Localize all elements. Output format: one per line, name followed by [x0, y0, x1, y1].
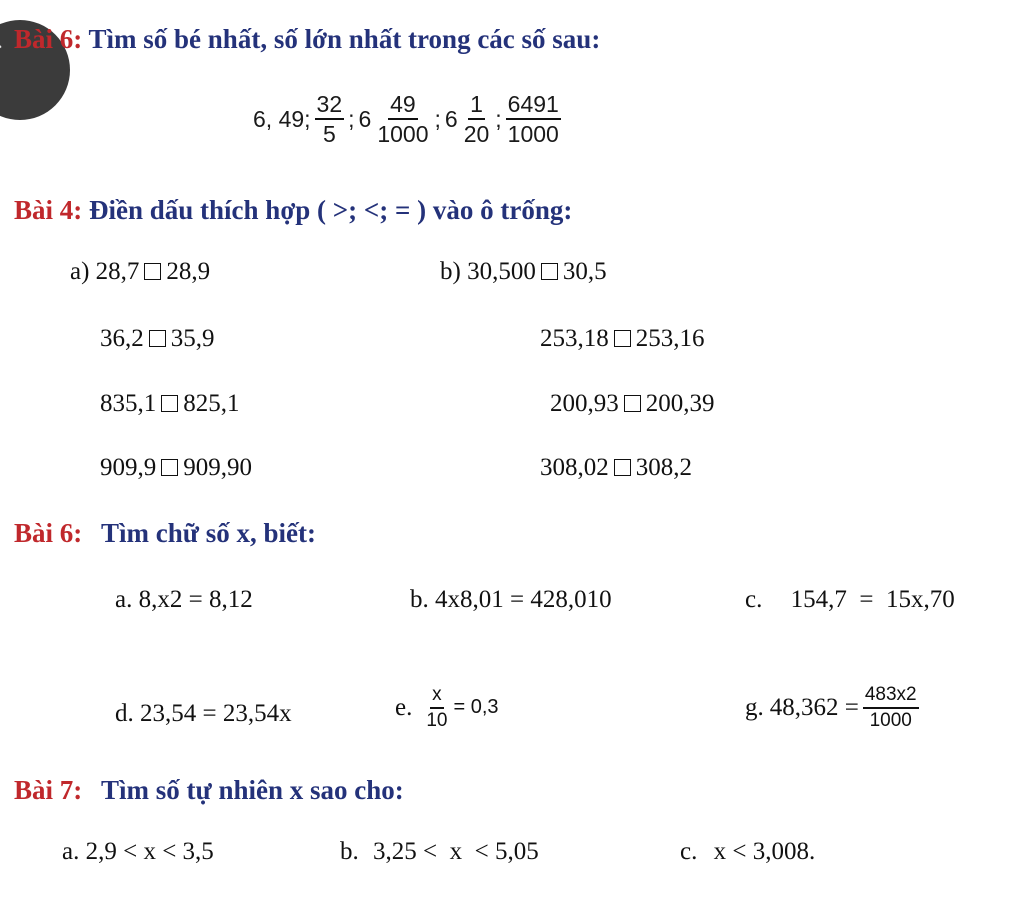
- equation: 154,7 = 15x,70: [790, 586, 955, 613]
- answer-box[interactable]: [614, 330, 631, 347]
- item-prefix: a): [70, 258, 90, 285]
- exercise-6b-heading: [14, 518, 316, 549]
- answer-box[interactable]: [149, 330, 166, 347]
- exercise-text: Tìm số tự nhiên x sao cho:: [101, 775, 404, 805]
- separator: ;: [495, 105, 502, 132]
- value-b: 909,90: [183, 454, 252, 481]
- equation-left: 48,362 =: [769, 693, 859, 721]
- value-b: 28,9: [166, 258, 211, 285]
- find-x-item: [115, 700, 292, 728]
- item-prefix: b): [440, 258, 461, 285]
- item-prefix: g.: [745, 693, 764, 721]
- exercise-text: Điền dấu thích hợp ( >; <; = ) vào ô trống:: [89, 195, 573, 225]
- answer-box[interactable]: [161, 395, 178, 412]
- value-a: 909,9: [100, 454, 157, 481]
- answer-box[interactable]: [144, 263, 161, 280]
- find-x-item: [745, 685, 923, 731]
- numerator: 32: [315, 92, 345, 120]
- value-a: 36,2: [100, 325, 144, 352]
- compare-item: [540, 454, 692, 482]
- exercise-6-heading: [14, 24, 600, 55]
- fraction: [462, 92, 492, 146]
- value-b: 200,39: [645, 390, 715, 417]
- equation-rest: = 0,3: [453, 696, 499, 719]
- compare-item: [550, 390, 715, 418]
- denominator: 20: [463, 121, 490, 148]
- answer-box[interactable]: [614, 459, 631, 476]
- inequality-item: [680, 838, 815, 866]
- compare-item: [440, 258, 607, 286]
- numbers-line: [253, 92, 565, 146]
- item-prefix: b.: [340, 838, 359, 865]
- exercise-text: Tìm số bé nhất, số lớn nhất trong các số sau:: [88, 24, 601, 54]
- item-prefix: e.: [395, 693, 413, 721]
- number-text: 6, 49;: [253, 105, 311, 132]
- fraction: [506, 92, 561, 146]
- find-x-item: [395, 685, 499, 731]
- denominator: 1000: [869, 709, 912, 731]
- fraction: [375, 92, 430, 146]
- numerator: 483x2: [863, 685, 919, 709]
- exercise-label: Bài 6:: [14, 24, 83, 54]
- item-prefix: d.: [115, 700, 134, 727]
- value-a: 30,500: [467, 258, 536, 285]
- item-prefix: a.: [62, 838, 80, 865]
- value-a: 835,1: [100, 390, 157, 417]
- equation: 8,x2 = 8,12: [138, 586, 253, 613]
- separator: ;: [348, 105, 355, 132]
- mixed-whole: 6: [444, 105, 458, 132]
- find-x-item: [410, 586, 612, 614]
- item-prefix: b.: [410, 586, 429, 613]
- answer-box[interactable]: [161, 459, 178, 476]
- exercise-4-heading: [14, 195, 572, 226]
- compare-item: [100, 325, 215, 353]
- exercise-7-heading: [14, 775, 404, 806]
- answer-box[interactable]: [541, 263, 558, 280]
- numerator: x: [430, 685, 444, 709]
- value-a: 253,18: [540, 325, 609, 352]
- value-a: 200,93: [550, 390, 619, 417]
- denominator: 1000: [507, 121, 559, 148]
- value-b: 308,2: [635, 454, 692, 481]
- compare-item: [540, 325, 705, 353]
- answer-box[interactable]: [624, 395, 641, 412]
- inequality: 2,9 < x < 3,5: [85, 838, 214, 865]
- value-b: 825,1: [183, 390, 240, 417]
- denominator: 10: [426, 709, 448, 731]
- fraction: [424, 685, 449, 731]
- denominator: 5: [322, 121, 336, 148]
- denominator: 1000: [377, 121, 429, 148]
- exercise-label: Bài 6:: [14, 518, 83, 548]
- compare-item: [100, 390, 240, 418]
- separator: ;: [434, 105, 441, 132]
- exercise-text: Tìm chữ số x, biết:: [101, 518, 316, 548]
- corner-mark-icon: [0, 45, 2, 73]
- value-a: 308,02: [540, 454, 609, 481]
- item-prefix: c.: [680, 838, 698, 865]
- inequality: 3,25 < x < 5,05: [373, 838, 539, 865]
- exercise-label: Bài 4:: [14, 195, 83, 225]
- numerator: 6491: [506, 92, 561, 120]
- value-b: 30,5: [562, 258, 607, 285]
- numerator: 49: [388, 92, 418, 120]
- value-b: 35,9: [170, 325, 215, 352]
- fraction: [863, 685, 919, 731]
- item-prefix: a.: [115, 586, 133, 613]
- numerator: 1: [468, 92, 485, 120]
- value-a: 28,7: [95, 258, 140, 285]
- find-x-item: [115, 586, 253, 614]
- inequality: x < 3,008.: [713, 838, 816, 865]
- inequality-item: [62, 838, 214, 866]
- inequality-item: [340, 838, 539, 866]
- value-b: 253,16: [635, 325, 705, 352]
- item-prefix: c.: [745, 586, 763, 613]
- mixed-whole: 6: [358, 105, 372, 132]
- equation: 23,54 = 23,54x: [140, 700, 292, 727]
- find-x-item: [745, 586, 955, 614]
- exercise-label: Bài 7:: [14, 775, 83, 805]
- compare-item: [70, 258, 210, 286]
- fraction: [315, 92, 345, 146]
- equation: 4x8,01 = 428,010: [435, 586, 612, 613]
- compare-item: [100, 454, 252, 482]
